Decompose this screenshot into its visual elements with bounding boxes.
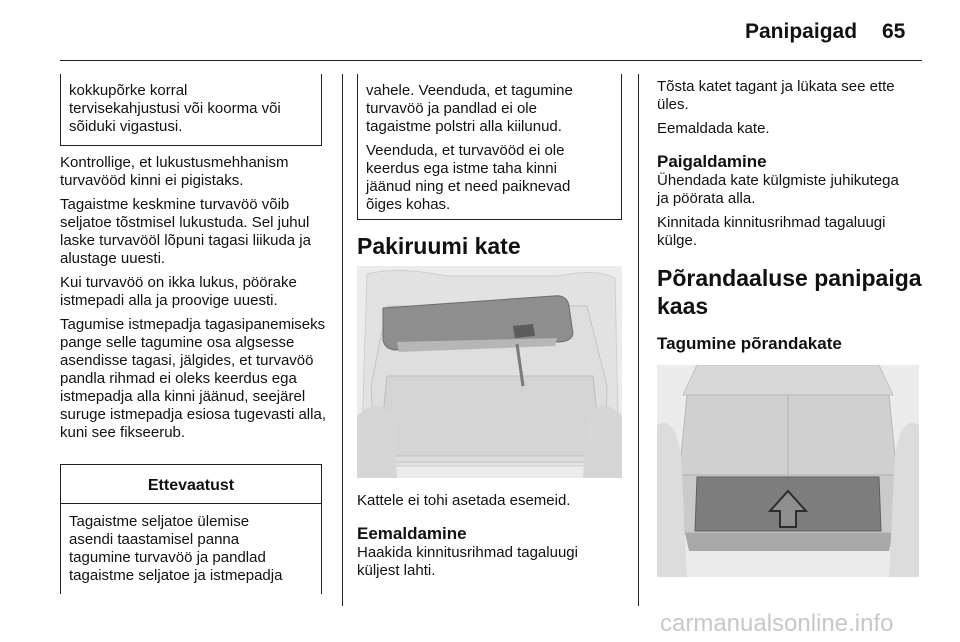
header-rule (60, 60, 922, 61)
column-divider-1 (342, 74, 343, 606)
caution-cont-line-2: turvavöö ja pandlad ei ole (366, 100, 537, 117)
section-title-floor-storage-line-1: Põrandaaluse panipaiga (657, 265, 922, 291)
text-line: ja pöörata alla. (657, 190, 756, 207)
paragraph: Tagaistme keskmine turvavöö võib seljatoe tõstmisel lukustuda. Sel juhul laske turvavööl lõpuni tagasi liikuda ja alustage uuesti. (60, 196, 311, 267)
paragraph: Tagumise istmepadja tagasipanemiseks pange selle tagumine osa algsesse asendisse tagasi, jälgides, et turvavöö pandla rihmad ei oleks keerdus ega istmepadja alla kinni jäänud, seejärel suruge istmepadja esiosa tugevasti alla, kuni see fikseerub. (60, 316, 326, 441)
warning-line-1: kokkupõrke korral (69, 82, 188, 99)
paragraph: Kui turvavöö on ikka lukus, pöörake istmepadi alla ja proovige uuesti. (60, 274, 297, 309)
caution-cont-line-5: keerdus ega istme taha kinni (366, 160, 557, 177)
section-title-cargo-cover: Pakiruumi kate (357, 233, 521, 259)
column-divider-2 (638, 74, 639, 606)
caution-cont-line-6: jäänud ning et need paiknevad (366, 178, 571, 195)
caption: Kattele ei tohi asetada esemeid. (357, 492, 571, 509)
warning-box-continued (60, 74, 322, 146)
caution-cont-line-3: tagaistme polstri alla kiilunud. (366, 118, 562, 135)
caution-line-1: Tagaistme seljatoe ülemise (69, 513, 250, 530)
cargo-cover-photo (357, 266, 622, 478)
caution-line-2: asendi taastamisel panna (69, 531, 240, 548)
cargo-cover-illustration (357, 266, 622, 478)
page-number: 65 (882, 20, 906, 43)
column-3-text (657, 78, 927, 354)
warning-line-2: tervisekahjustusi või koorma või (69, 100, 281, 117)
page-header-title: Panipaigad (745, 20, 858, 43)
watermark: carmanualsonline.info (660, 610, 894, 637)
column-2-text (357, 492, 622, 580)
text-line: Kinnitada kinnitusrihmad tagaluugi (657, 214, 886, 231)
caution-line-3: tagumine turvavöö ja pandlad (69, 549, 266, 566)
subheading-removal: Eemaldamine (357, 524, 467, 543)
caution-cont-line-1: vahele. Veenduda, et tagumine (366, 82, 573, 99)
text-line: üles. (657, 96, 689, 113)
caution-cont-line-7: õiges kohas. (366, 196, 451, 213)
floor-cover-illustration (657, 365, 919, 577)
text-line: külge. (657, 232, 698, 249)
caution-box-continued (357, 74, 622, 220)
text-line: Ühendada kate külgmiste juhikutega (657, 172, 899, 189)
text-line: Tõsta katet tagant ja lükata see ette (657, 78, 895, 95)
subheading-installation: Paigaldamine (657, 152, 767, 171)
rear-floor-cover-photo (657, 365, 919, 577)
caution-title: Ettevaatust (61, 465, 321, 504)
column-1-text (60, 154, 330, 448)
removal-line-1: Haakida kinnitusrihmad tagaluugi (357, 544, 578, 561)
caution-box (60, 464, 322, 594)
subsection-title-rear-floor-cover: Tagumine põrandakate (657, 334, 842, 353)
warning-line-3: sõiduki vigastusi. (69, 118, 183, 135)
paragraph: Eemaldada kate. (657, 120, 770, 137)
removal-line-2: küljest lahti. (357, 562, 436, 579)
caution-line-4: tagaistme seljatoe ja istmepadja (69, 567, 283, 584)
caution-cont-line-4: Veenduda, et turvavööd ei ole (366, 142, 565, 159)
paragraph: Kontrollige, et lukustusmehhanism turvavööd kinni ei pigistaks. (60, 154, 289, 189)
section-title-floor-storage-line-2: kaas (657, 293, 709, 319)
